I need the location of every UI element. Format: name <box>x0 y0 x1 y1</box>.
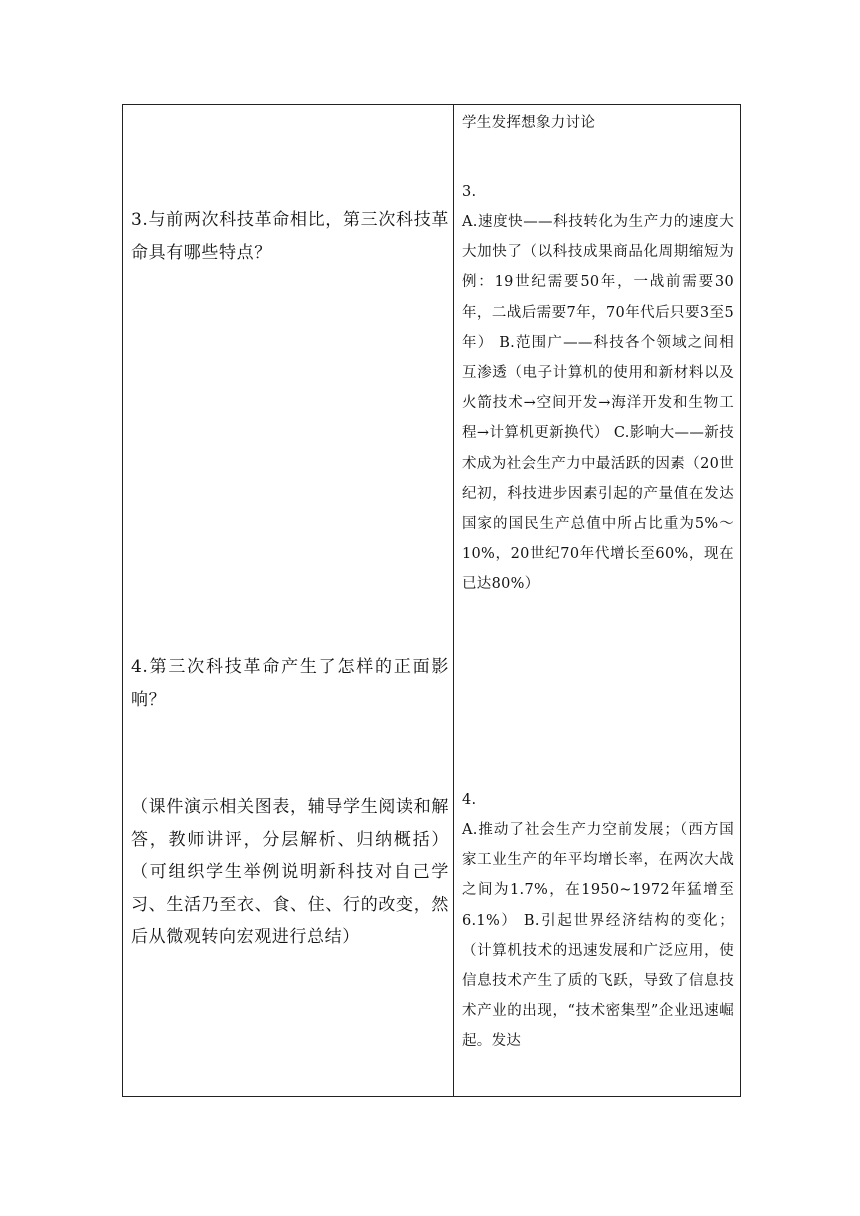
answer-4-text: A.推动了社会生产力空前发展；（西方国家工业生产的年平均增长率，在两次大战之间为1.7%，在1950~1972年猛增至6.1%） B.引起世界经济结构的变化；（计算机技术的迅速发展和广泛应用，使信息技术产生了质的飞跃，导致了信息技术产业的出现，“技术密集型”企业迅速崛起。发达 <box>462 822 734 1050</box>
discussion-note: 学生发挥想象力讨论 <box>462 115 596 131</box>
question-4: 4.第三次科技革命产生了怎样的正面影响？ <box>131 657 449 710</box>
answer-4-number: 4. <box>462 792 477 808</box>
answer-3-text: A.速度快——科技转化为生产力的速度大大加快了（以科技成果商品化周期缩短为例：19世纪需要50年，一战前需要30年，二战后需要7年，70年代后只要3至5年） B.范围广——科技各个领域之间相互渗透（电子计算机的使用和新材料以及火箭技术→空间开发→海洋开发和生物工程→计算机更新换代） C.影响大——新技术成为社会生产力中最活跃的因素（20世纪初，科技进步因素引起的产量值在发达国家的国民生产总值中所占比重为5%～10%，20世纪70年代增长至60%，现在已达80%） <box>462 214 734 593</box>
question-3: 3.与前两次科技革命相比，第三次科技革命具有哪些特点？ <box>131 210 449 263</box>
column-divider <box>453 104 454 1097</box>
answer-3-number: 3. <box>462 184 477 200</box>
teaching-note: （课件演示相关图表，辅导学生阅读和解答，教师讲评，分层解析、归纳概括）（可组织学生举例说明新科技对自己学习、生活乃至衣、食、住、行的改变，然后从微观转向宏观进行总结） <box>131 797 449 947</box>
